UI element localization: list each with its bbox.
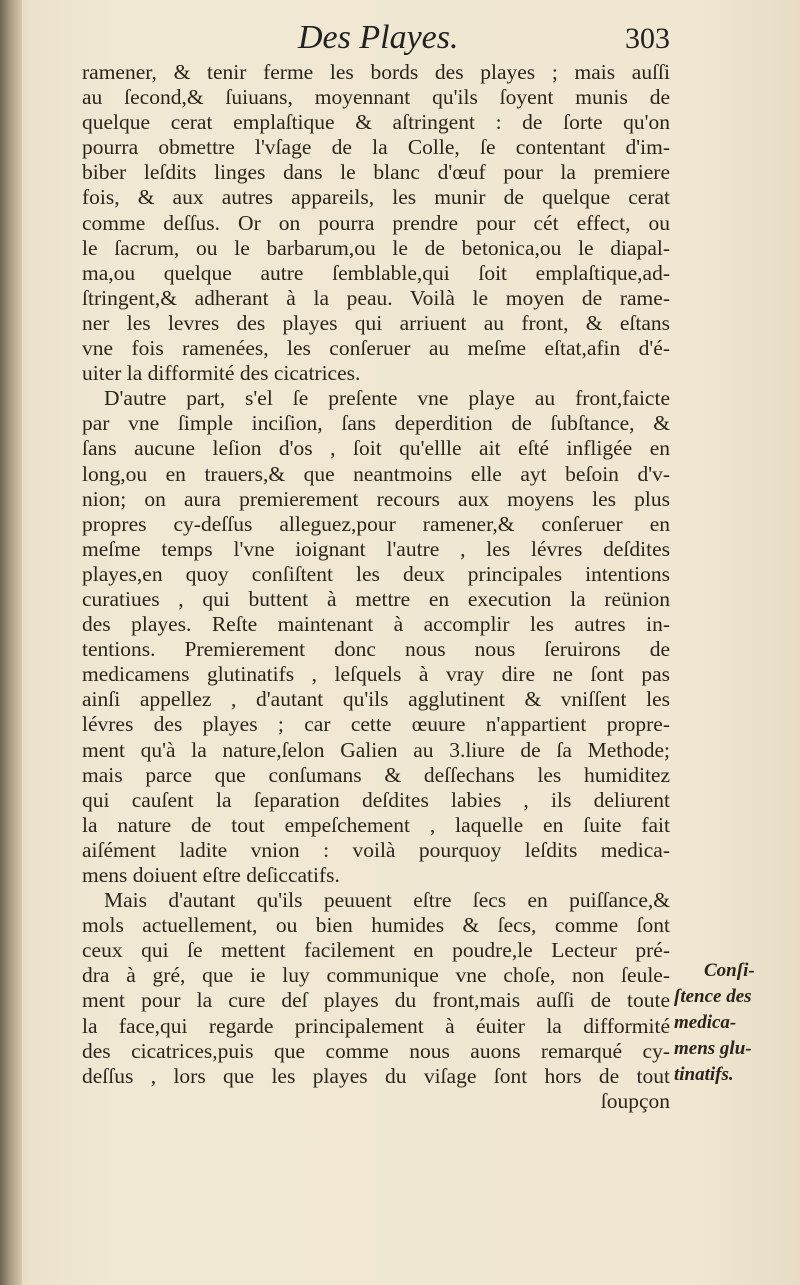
text-line: Mais d'autant qu'ils peuuent eſtre ſecs en puiſſance,& <box>104 888 670 913</box>
text-line: nion; on aura premierement recours aux moyens les plus <box>82 486 670 511</box>
page-number: 303 <box>625 22 670 55</box>
page-gutter <box>0 0 22 1285</box>
text-line: deſſus , lors que les playes du viſage ſont hors de tout <box>82 1063 670 1088</box>
text-line: ment qu'à la nature,ſelon Galien au 3.liure de ſa Methode; <box>82 737 670 762</box>
text-line: tentions. Premierement donc nous nous ſeruirons de <box>82 637 670 662</box>
text-line: pourra obmettre l'vſage de la Colle, ſe contentant d'im- <box>82 135 670 160</box>
text-line: curatiues , qui buttent à mettre en execution la reünion <box>82 586 670 611</box>
text-line: D'autre part, s'el ſe preſente vne playe au front,faicte <box>104 386 670 411</box>
text-line: ma,ou quelque autre ſemblable,qui ſoit emplaſtique,ad- <box>82 260 670 285</box>
text-line: quelque cerat emplaſtique & aſtringent : de ſorte qu'on <box>82 110 670 135</box>
margin-note-line: mens glu- <box>674 1038 752 1059</box>
text-line: lévres des playes ; car cette œuure n'appartient propre- <box>82 712 670 737</box>
text-line: mais parce que conſumans & deſſechans les humiditez <box>82 762 670 787</box>
text-line: qui cauſent la ſeparation deſdites labies , ils deliurent <box>82 787 670 812</box>
text-line: la nature de tout empeſchement , laquelle en ſuite fait <box>82 812 670 837</box>
margin-note-line: tinatifs. <box>674 1064 734 1085</box>
margin-note-line: Conſi- <box>704 960 755 981</box>
margin-note-line: ſtence des <box>674 986 752 1007</box>
text-line: ainſi appellez , d'autant qu'ils agglutinent & vniſſent les <box>82 687 670 712</box>
text-line: mols actuellement, ou bien humides & ſecs, comme ſont <box>82 913 670 938</box>
margin-note <box>674 958 794 1088</box>
body-text <box>82 60 670 1114</box>
text-line: le ſacrum, ou le barbarum,ou le de betonica,ou le diapal- <box>82 235 670 260</box>
text-line: ceux qui ſe mettent facilement en poudre,le Lecteur pré- <box>82 938 670 963</box>
text-line: ner les levres des playes qui arriuent au front, & eſtans <box>82 310 670 335</box>
text-line: biber leſdits linges dans le blanc d'œuf pour la premiere <box>82 160 670 185</box>
margin-note-line: medica- <box>674 1012 737 1033</box>
text-line: des playes. Reſte maintenant à accomplir les autres in- <box>82 612 670 637</box>
text-line: medicamens glutinatifs , leſquels à vray dire ne ſont pas <box>82 662 670 687</box>
text-line: la face,qui regarde principalement à éuiter la difformité <box>82 1013 670 1038</box>
page-header <box>80 18 670 62</box>
text-line: ſans aucune leſion d'os , ſoit qu'ellle ait eſté infligée en <box>82 436 670 461</box>
text-line: fois, & aux autres appareils, les munir de quelque cerat <box>82 185 670 210</box>
running-title: Des Playes. <box>298 19 459 56</box>
text-line: ment pour la cure deſ playes du front,mais auſſi de toute <box>82 988 670 1013</box>
text-line: aiſément ladite vnion : voilà pourquoy leſdits medica- <box>82 837 670 862</box>
text-line: par vne ſimple inciſion, ſans deperdition de ſubſtance, & <box>82 411 670 436</box>
text-line: meſme temps l'vne ioignant l'autre , les lévres deſdites <box>82 536 670 561</box>
text-line: dra à gré, que ie luy communique vne choſe, non ſeule- <box>82 963 670 988</box>
text-line: ſtringent,& adherant à la peau. Voilà le moyen de rame- <box>82 285 670 310</box>
text-line: playes,en quoy conſiſtent les deux principales intentions <box>82 561 670 586</box>
text-line: mens doiuent eſtre deſiccatifs. <box>82 863 340 887</box>
text-line: ramener, & tenir ferme les bords des playes ; mais auſſi <box>82 60 670 84</box>
text-line: des cicatrices,puis que comme nous auons remarqué cy- <box>82 1038 670 1063</box>
text-line: uiter la difformité des cicatrices. <box>82 361 361 386</box>
text-line: long,ou en trauers,& que neantmoins elle ayt beſoin d'v- <box>82 461 670 486</box>
catchword: ſoupçon <box>600 1088 670 1113</box>
text-line: comme deſſus. Or on pourra prendre pour cét effect, ou <box>82 210 670 235</box>
text-line: propres cy-deſſus alleguez,pour ramener,& conſeruer en <box>82 511 670 536</box>
text-line: vne fois ramenées, les conſeruer au meſme eſtat,afin d'é- <box>82 336 670 361</box>
text-line: au ſecond,& ſuiuans, moyennant qu'ils ſoyent munis de <box>82 85 670 110</box>
